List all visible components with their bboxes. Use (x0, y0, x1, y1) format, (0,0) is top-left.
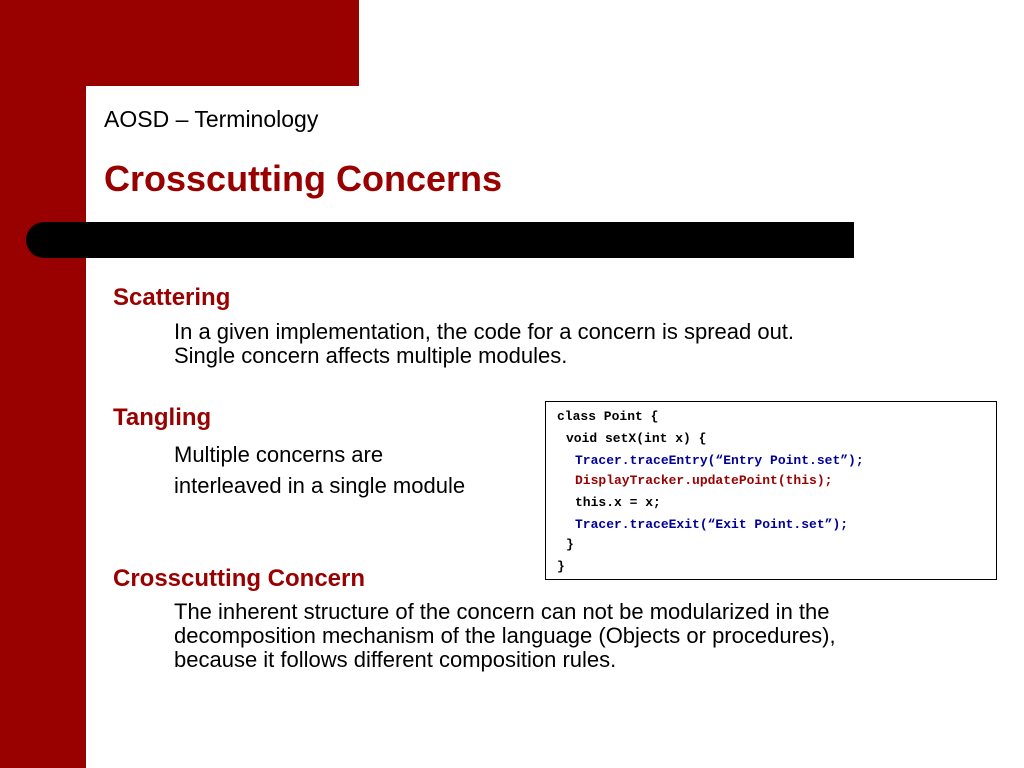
crosscutting-line-2: decomposition mechanism of the language (Objects or procedures), (174, 623, 836, 648)
tangling-text (174, 439, 465, 501)
code-line-method: void setX(int x) { (566, 431, 707, 446)
heading-crosscutting-concern: Crosscutting Concern (113, 565, 366, 592)
title-underline-bar (26, 222, 854, 258)
code-line-trace-entry: Tracer.traceEntry(“Entry Point.set”); (575, 453, 864, 468)
scattering-line-1: In a given implementation, the code for a concern is spread out. (174, 319, 795, 344)
crosscutting-text (174, 600, 836, 672)
crosscutting-line-1: The inherent structure of the concern can not be modularized in the (174, 599, 830, 624)
slide-subtitle: AOSD – Terminology (104, 106, 319, 132)
slide-title: Crosscutting Concerns (104, 158, 503, 199)
top-red-band (0, 0, 359, 86)
crosscutting-line-3: because it follows different composition rules. (174, 647, 617, 672)
tangling-line-1: Multiple concerns are (174, 442, 384, 467)
code-line-close-class: } (557, 559, 565, 574)
heading-tangling: Tangling (113, 404, 212, 431)
code-line-assign: this.x = x; (575, 495, 661, 510)
heading-scattering: Scattering (113, 284, 231, 311)
code-line-trace-exit: Tracer.traceExit(“Exit Point.set”); (575, 517, 849, 532)
scattering-text (174, 320, 794, 368)
scattering-line-2: Single concern affects multiple modules. (174, 343, 568, 368)
tangling-line-2: interleaved in a single module (174, 473, 466, 498)
code-line-display-tracker: DisplayTracker.updatePoint(this); (575, 473, 833, 488)
code-example-box (545, 401, 997, 580)
code-line-class: class Point { (557, 409, 659, 424)
left-red-band (0, 0, 86, 768)
code-line-close-method: } (566, 537, 574, 552)
